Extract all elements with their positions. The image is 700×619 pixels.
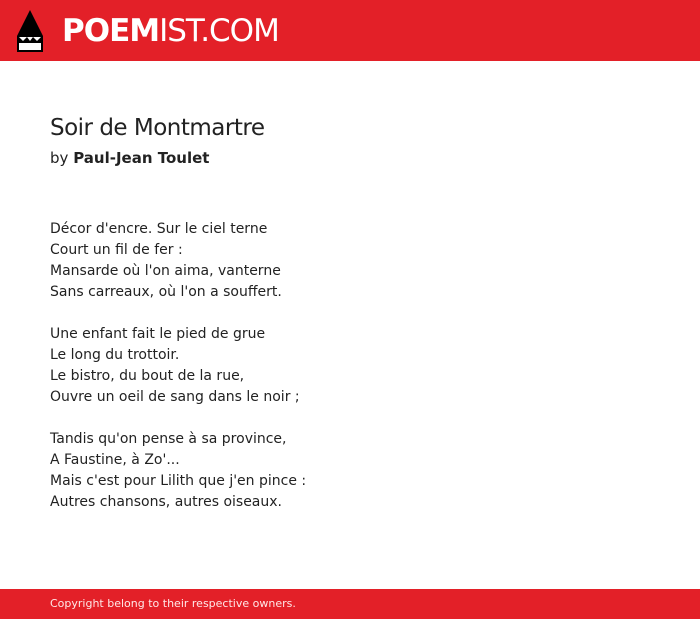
byline — [50, 149, 209, 167]
stanza — [50, 429, 650, 513]
poem-line: Le long du trottoir. — [50, 347, 180, 363]
poem-line: Mais c'est pour Lilith que j'en pince : — [50, 473, 307, 489]
site-logo[interactable] — [62, 12, 279, 50]
stanza — [50, 219, 650, 303]
logo-bold-text: POEM — [62, 13, 160, 49]
poem-line: Autres chansons, autres oiseaux. — [50, 494, 282, 510]
by-label: by — [50, 149, 69, 167]
logo-light-text: IST.COM — [159, 13, 279, 49]
author-name[interactable]: Paul-Jean Toulet — [73, 149, 210, 167]
site-footer — [0, 589, 700, 619]
site-header — [0, 0, 700, 61]
poem-line: Tandis qu'on pense à sa province, — [50, 431, 287, 447]
poem-line: Court un fil de fer : — [50, 242, 183, 258]
poem-line: Mansarde où l'on aima, vanterne — [50, 263, 281, 279]
poem-line: Le bistro, du bout de la rue, — [50, 368, 245, 384]
stanza — [50, 324, 650, 408]
poem-line: Ouvre un oeil de sang dans le noir ; — [50, 389, 300, 405]
poem-line: Sans carreaux, où l'on a souffert. — [50, 284, 282, 300]
poem-body — [50, 219, 650, 513]
pencil-tip-icon[interactable] — [17, 10, 43, 52]
poem-line: A Faustine, à Zo'... — [50, 452, 180, 468]
copyright-notice: Copyright belong to their respective owners. — [50, 597, 296, 610]
poem-line: Décor d'encre. Sur le ciel terne — [50, 221, 268, 237]
poem-title: Soir de Montmartre — [50, 115, 265, 141]
poem-line: Une enfant fait le pied de grue — [50, 326, 266, 342]
